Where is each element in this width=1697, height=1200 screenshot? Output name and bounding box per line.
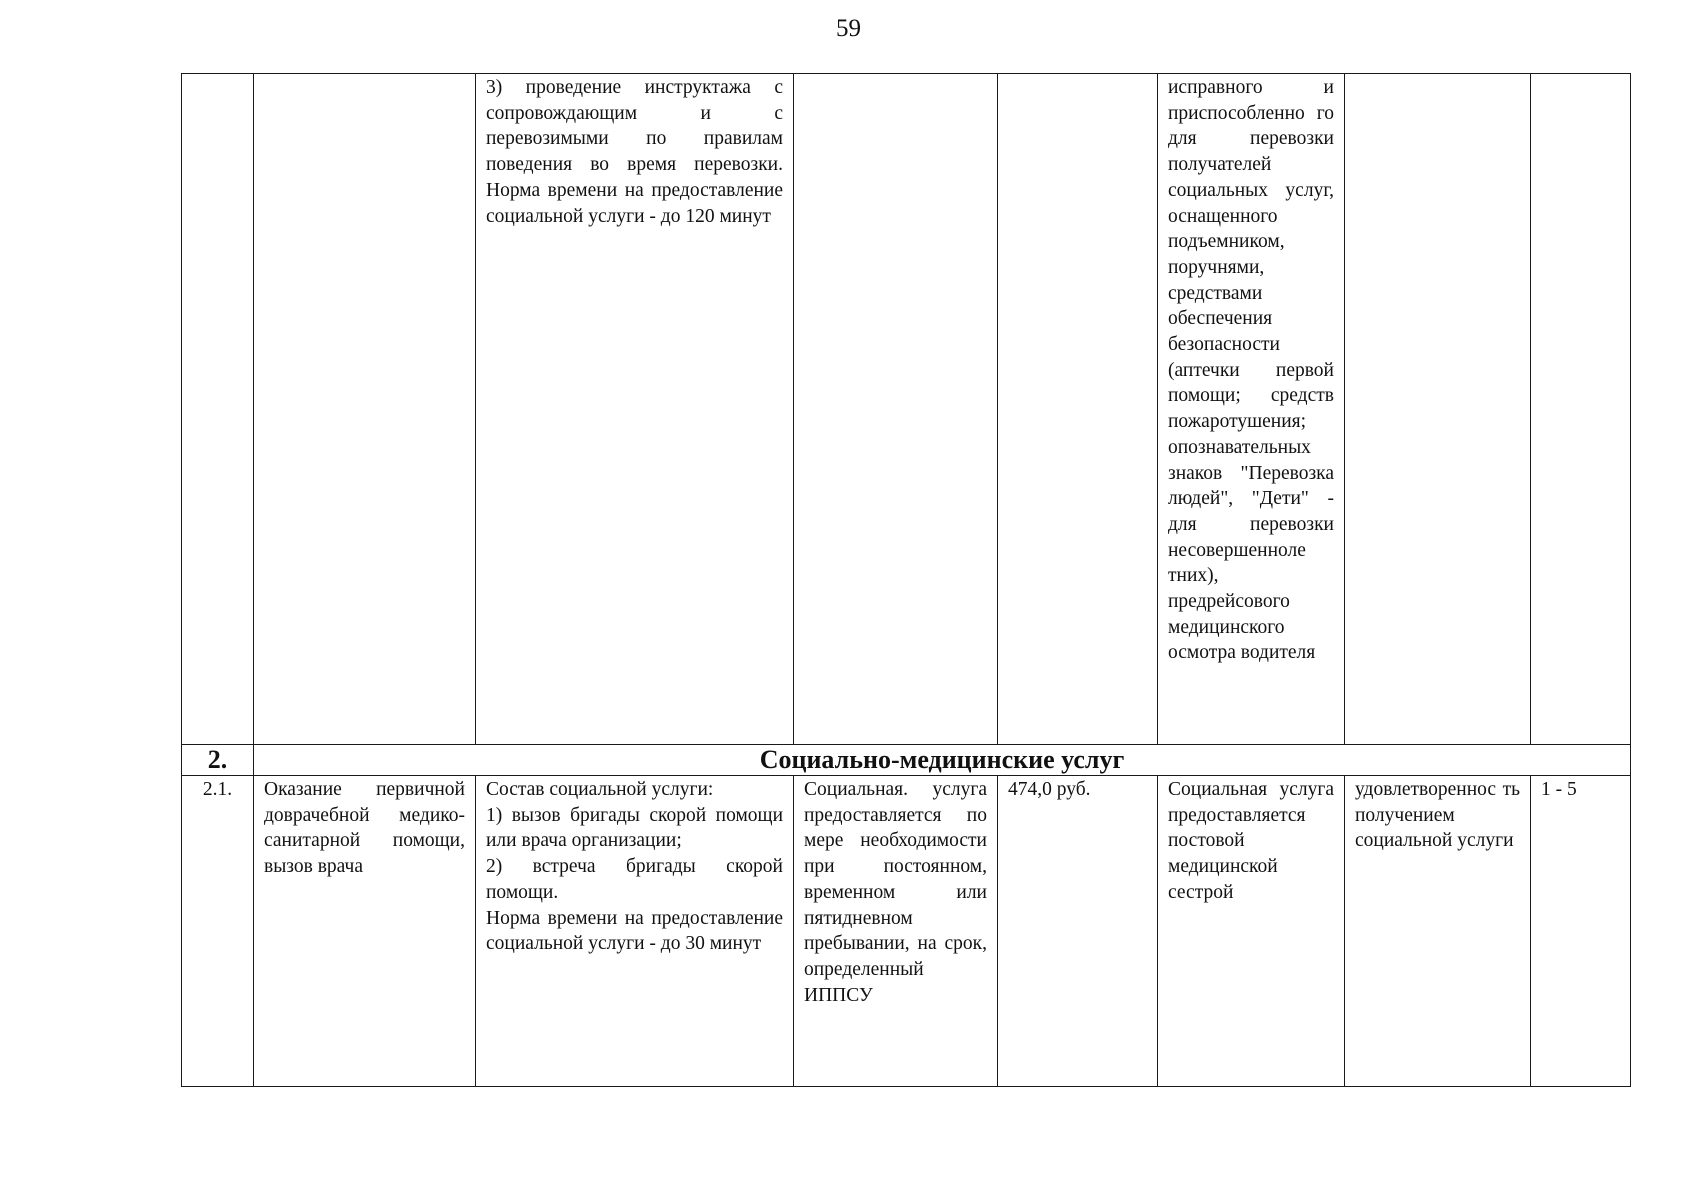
evaluation-score: 1 - 5 bbox=[1531, 776, 1631, 1087]
quality-indicators: удовлетвореннос ть получением социальной услуги bbox=[1345, 776, 1531, 1087]
content-line: 1) вызов бригады скорой помощи или врача организации; bbox=[486, 804, 783, 852]
section-number: 2. bbox=[182, 745, 254, 776]
service-name-cell bbox=[254, 74, 476, 745]
row-number-cell bbox=[182, 74, 254, 745]
service-conditions: Социальная услуга предоставляется постовой медицинской сестрой bbox=[1158, 776, 1345, 1087]
service-name: Оказание первичной доврачебной медико-санитарной помощи, вызов врача bbox=[254, 776, 476, 1087]
page-number: 59 bbox=[836, 15, 861, 42]
service-conditions-cell: исправного и приспособленно го для перевозки получателей социальных услуг, оснащенного подъемником, поручнями, средствами обеспечения безопасности (аптечки первой помощи; средств пожаротушения; опознавательных знаков "Перевозка людей", "Дети" - для перевозки несовершенноле тних), предрейсового медицинского осмотра водителя bbox=[1158, 74, 1345, 745]
content-line: 2) встреча бригады скорой помощи. bbox=[486, 856, 783, 903]
service-row bbox=[182, 776, 1631, 1087]
section-header-row bbox=[182, 745, 1631, 776]
section-title: Социально-медицинские услуг bbox=[254, 745, 1631, 776]
tariff-cell bbox=[998, 74, 1158, 745]
service-terms: Социальная. услуга предоставляется по мере необходимости при постоянном, временном или пятидневном пребывании, на срок, определенный ИППСУ bbox=[794, 776, 998, 1087]
content-line: Состав социальной услуги: bbox=[486, 779, 714, 800]
quality-indicators-cell bbox=[1345, 74, 1531, 745]
service-content bbox=[476, 776, 794, 1087]
evaluation-cell bbox=[1531, 74, 1631, 745]
content-line: Норма времени на предоставление социальной услуги - до 30 минут bbox=[486, 907, 783, 955]
continuation-row bbox=[182, 74, 1631, 745]
service-number: 2.1. bbox=[182, 776, 254, 1087]
service-content-cell: 3) проведение инструктажа с сопровождающим и с перевозимыми по правилам поведения во время перевозки. Норма времени на предоставление социальной услуги - до 120 минут bbox=[476, 74, 794, 745]
service-terms-cell bbox=[794, 74, 998, 745]
service-tariff: 474,0 руб. bbox=[998, 776, 1158, 1087]
services-table bbox=[181, 73, 1631, 1087]
